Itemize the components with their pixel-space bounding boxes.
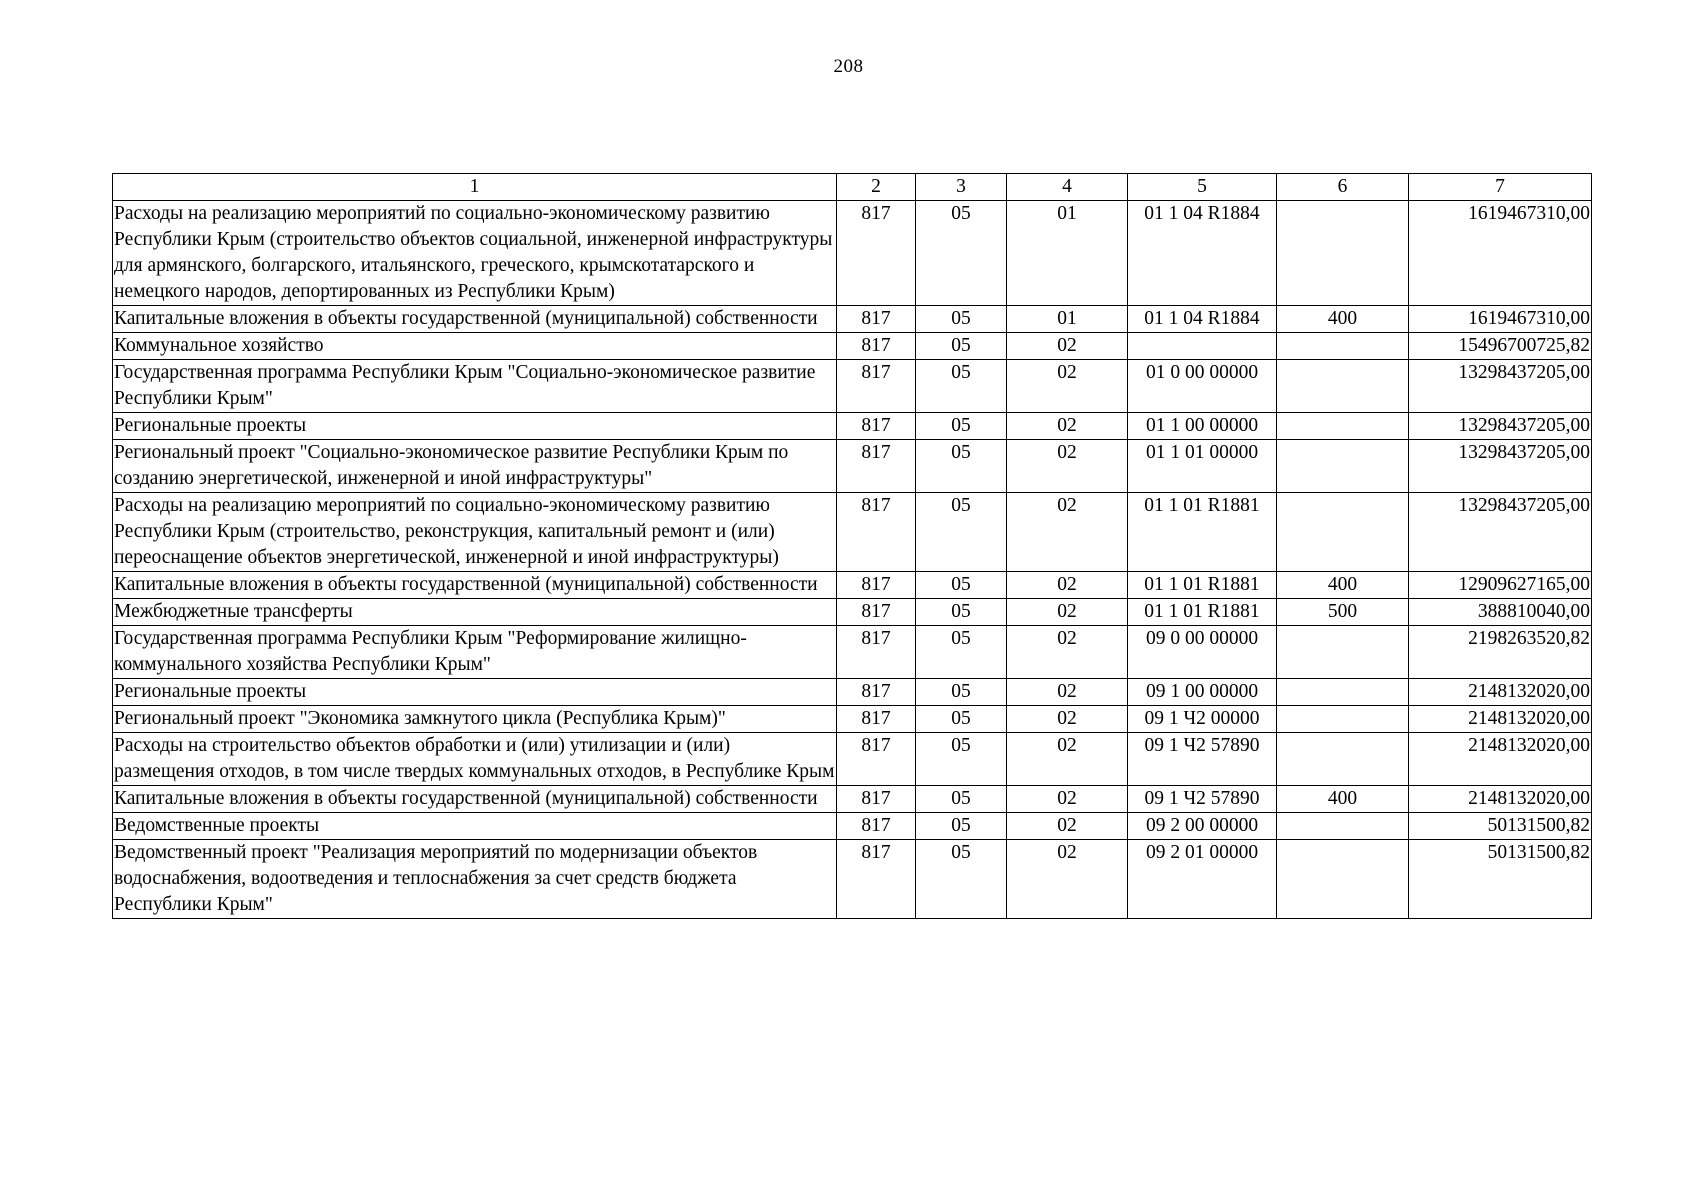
row-expense-type-cell <box>1277 706 1409 733</box>
row-name-cell: Региональный проект "Экономика замкнутого цикла (Республика Крым)" <box>113 706 837 733</box>
row-subsection-cell: 02 <box>1007 413 1128 440</box>
row-grbs-cell: 817 <box>837 599 916 626</box>
row-target-article-cell <box>1128 333 1277 360</box>
row-subsection-cell: 01 <box>1007 201 1128 306</box>
row-subsection-cell: 02 <box>1007 572 1128 599</box>
table-body <box>113 201 1592 919</box>
row-grbs-cell: 817 <box>837 813 916 840</box>
row-section-cell: 05 <box>916 306 1007 333</box>
row-target-article-cell: 01 1 04 R1884 <box>1128 201 1277 306</box>
row-target-article-cell: 09 1 Ч2 57890 <box>1128 786 1277 813</box>
row-grbs-cell: 817 <box>837 440 916 493</box>
page-number: 208 <box>833 56 864 77</box>
table-row <box>113 599 1592 626</box>
table-row <box>113 440 1592 493</box>
row-section-cell: 05 <box>916 493 1007 572</box>
row-section-cell: 05 <box>916 840 1007 919</box>
row-amount-cell: 13298437205,00 <box>1409 360 1592 413</box>
row-expense-type-cell <box>1277 733 1409 786</box>
row-amount-cell: 12909627165,00 <box>1409 572 1592 599</box>
row-name-cell: Капитальные вложения в объекты государственной (муниципальной) собственности <box>113 306 837 333</box>
table-row <box>113 201 1592 306</box>
table-row <box>113 413 1592 440</box>
header-col-7: 7 <box>1409 174 1592 201</box>
row-grbs-cell: 817 <box>837 360 916 413</box>
table-row <box>113 706 1592 733</box>
header-col-2: 2 <box>837 174 916 201</box>
row-target-article-cell: 01 1 04 R1884 <box>1128 306 1277 333</box>
row-expense-type-cell <box>1277 626 1409 679</box>
row-subsection-cell: 02 <box>1007 840 1128 919</box>
row-expense-type-cell <box>1277 813 1409 840</box>
row-name-cell: Государственная программа Республики Крым "Социально-экономическое развитие Республики Крым" <box>113 360 837 413</box>
row-subsection-cell: 02 <box>1007 813 1128 840</box>
row-target-article-cell: 01 1 01 R1881 <box>1128 572 1277 599</box>
row-target-article-cell: 01 1 01 R1881 <box>1128 493 1277 572</box>
header-col-6: 6 <box>1277 174 1409 201</box>
row-target-article-cell: 09 2 00 00000 <box>1128 813 1277 840</box>
row-target-article-cell: 01 0 00 00000 <box>1128 360 1277 413</box>
row-amount-cell: 2198263520,82 <box>1409 626 1592 679</box>
row-name-cell: Межбюджетные трансферты <box>113 599 837 626</box>
row-amount-cell: 2148132020,00 <box>1409 679 1592 706</box>
row-grbs-cell: 817 <box>837 306 916 333</box>
row-subsection-cell: 02 <box>1007 626 1128 679</box>
row-section-cell: 05 <box>916 706 1007 733</box>
row-section-cell: 05 <box>916 201 1007 306</box>
row-grbs-cell: 817 <box>837 626 916 679</box>
row-grbs-cell: 817 <box>837 333 916 360</box>
row-grbs-cell: 817 <box>837 413 916 440</box>
row-amount-cell: 1619467310,00 <box>1409 201 1592 306</box>
row-subsection-cell: 02 <box>1007 440 1128 493</box>
row-expense-type-cell: 400 <box>1277 572 1409 599</box>
table-row <box>113 840 1592 919</box>
row-name-cell: Ведомственные проекты <box>113 813 837 840</box>
table-row <box>113 733 1592 786</box>
header-col-4: 4 <box>1007 174 1128 201</box>
row-expense-type-cell <box>1277 333 1409 360</box>
row-section-cell: 05 <box>916 440 1007 493</box>
budget-table <box>112 173 1592 919</box>
row-subsection-cell: 01 <box>1007 306 1128 333</box>
row-expense-type-cell <box>1277 493 1409 572</box>
row-target-article-cell: 09 1 Ч2 00000 <box>1128 706 1277 733</box>
row-expense-type-cell <box>1277 440 1409 493</box>
header-col-3: 3 <box>916 174 1007 201</box>
row-grbs-cell: 817 <box>837 733 916 786</box>
row-name-cell: Расходы на строительство объектов обработки и (или) утилизации и (или) размещения отходов, в том числе твердых коммунальных отходов, в Республике Крым <box>113 733 837 786</box>
row-expense-type-cell: 500 <box>1277 599 1409 626</box>
row-grbs-cell: 817 <box>837 679 916 706</box>
row-target-article-cell: 09 1 00 00000 <box>1128 679 1277 706</box>
table-row <box>113 813 1592 840</box>
row-grbs-cell: 817 <box>837 201 916 306</box>
table-row <box>113 572 1592 599</box>
row-target-article-cell: 01 1 01 00000 <box>1128 440 1277 493</box>
table-row <box>113 306 1592 333</box>
row-section-cell: 05 <box>916 413 1007 440</box>
row-name-cell: Расходы на реализацию мероприятий по социально-экономическому развитию Республики Крым (строительство, реконструкция, капитальный ремонт и (или) переоснащение объектов энергетической, инженерной и иной инфраструктуры) <box>113 493 837 572</box>
row-section-cell: 05 <box>916 786 1007 813</box>
row-expense-type-cell: 400 <box>1277 306 1409 333</box>
row-name-cell: Региональный проект "Социально-экономическое развитие Республики Крым по созданию энергетической, инженерной и иной инфраструктуры" <box>113 440 837 493</box>
row-amount-cell: 13298437205,00 <box>1409 493 1592 572</box>
header-col-1: 1 <box>113 174 837 201</box>
row-subsection-cell: 02 <box>1007 599 1128 626</box>
row-amount-cell: 50131500,82 <box>1409 813 1592 840</box>
table-row <box>113 333 1592 360</box>
table-row <box>113 360 1592 413</box>
row-subsection-cell: 02 <box>1007 706 1128 733</box>
row-name-cell: Региональные проекты <box>113 679 837 706</box>
row-expense-type-cell <box>1277 360 1409 413</box>
row-expense-type-cell: 400 <box>1277 786 1409 813</box>
row-amount-cell: 13298437205,00 <box>1409 413 1592 440</box>
row-section-cell: 05 <box>916 599 1007 626</box>
row-amount-cell: 15496700725,82 <box>1409 333 1592 360</box>
row-name-cell: Капитальные вложения в объекты государственной (муниципальной) собственности <box>113 572 837 599</box>
row-name-cell: Государственная программа Республики Крым "Реформирование жилищно-коммунального хозяйства Республики Крым" <box>113 626 837 679</box>
row-name-cell: Ведомственный проект "Реализация мероприятий по модернизации объектов водоснабжения, водоотведения и теплоснабжения за счет средств бюджета Республики Крым" <box>113 840 837 919</box>
row-subsection-cell: 02 <box>1007 493 1128 572</box>
row-amount-cell: 1619467310,00 <box>1409 306 1592 333</box>
row-amount-cell: 13298437205,00 <box>1409 440 1592 493</box>
row-name-cell: Коммунальное хозяйство <box>113 333 837 360</box>
row-grbs-cell: 817 <box>837 572 916 599</box>
row-amount-cell: 50131500,82 <box>1409 840 1592 919</box>
table-row <box>113 679 1592 706</box>
row-amount-cell: 2148132020,00 <box>1409 706 1592 733</box>
row-expense-type-cell <box>1277 840 1409 919</box>
row-target-article-cell: 09 0 00 00000 <box>1128 626 1277 679</box>
row-target-article-cell: 01 1 00 00000 <box>1128 413 1277 440</box>
table-row <box>113 786 1592 813</box>
row-subsection-cell: 02 <box>1007 786 1128 813</box>
row-grbs-cell: 817 <box>837 786 916 813</box>
row-grbs-cell: 817 <box>837 706 916 733</box>
table-row <box>113 626 1592 679</box>
row-section-cell: 05 <box>916 813 1007 840</box>
row-amount-cell: 2148132020,00 <box>1409 786 1592 813</box>
row-section-cell: 05 <box>916 733 1007 786</box>
row-name-cell: Расходы на реализацию мероприятий по социально-экономическому развитию Республики Крым (строительство объектов социальной, инженерной инфраструктуры для армянского, болгарского, итальянского, греческого, крымскотатарского и немецкого народов, депортированных из Республики Крым) <box>113 201 837 306</box>
row-expense-type-cell <box>1277 413 1409 440</box>
header-col-5: 5 <box>1128 174 1277 201</box>
row-target-article-cell: 09 1 Ч2 57890 <box>1128 733 1277 786</box>
row-name-cell: Региональные проекты <box>113 413 837 440</box>
row-target-article-cell: 09 2 01 00000 <box>1128 840 1277 919</box>
row-section-cell: 05 <box>916 626 1007 679</box>
row-grbs-cell: 817 <box>837 840 916 919</box>
header-row <box>113 174 1592 201</box>
row-amount-cell: 388810040,00 <box>1409 599 1592 626</box>
row-section-cell: 05 <box>916 360 1007 413</box>
row-target-article-cell: 01 1 01 R1881 <box>1128 599 1277 626</box>
row-subsection-cell: 02 <box>1007 333 1128 360</box>
row-expense-type-cell <box>1277 201 1409 306</box>
row-subsection-cell: 02 <box>1007 733 1128 786</box>
row-subsection-cell: 02 <box>1007 679 1128 706</box>
row-section-cell: 05 <box>916 333 1007 360</box>
row-section-cell: 05 <box>916 679 1007 706</box>
row-subsection-cell: 02 <box>1007 360 1128 413</box>
table-row <box>113 493 1592 572</box>
row-expense-type-cell <box>1277 679 1409 706</box>
row-amount-cell: 2148132020,00 <box>1409 733 1592 786</box>
row-grbs-cell: 817 <box>837 493 916 572</box>
row-name-cell: Капитальные вложения в объекты государственной (муниципальной) собственности <box>113 786 837 813</box>
row-section-cell: 05 <box>916 572 1007 599</box>
